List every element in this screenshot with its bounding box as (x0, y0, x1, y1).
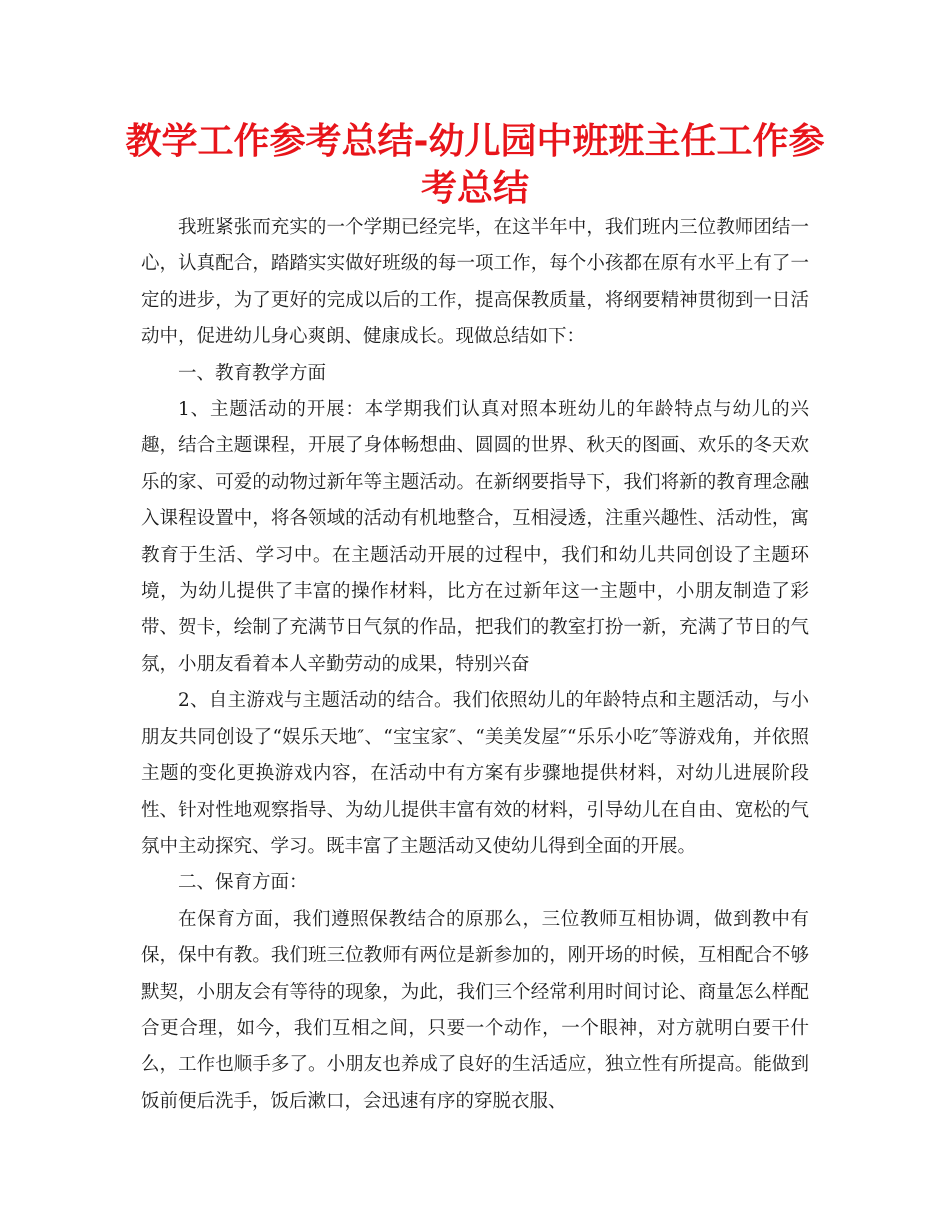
document-body (141, 210, 809, 1120)
paragraph-games: 2、自主游戏与主题活动的结合。我们依照幼儿的年龄特点和主题活动，与小朋友共同创设了“娱乐天地″、“宝宝家″、“美美发屋″“乐乐小吃″等游戏角，并依照主题的变化更换游戏内容，在活动中有方案有步骤地提供材料，对幼儿进展阶段性、针对性地观察指导、为幼儿提供丰富有效的材料，引导幼儿在自由、宽松的气氛中主动探究、学习。既丰富了主题活动又使幼儿得到全面的开展。 (141, 690, 809, 857)
section-heading-care: 二、保育方面： (178, 872, 308, 894)
document-title: 教学工作参考总结-幼儿园中班班主任工作参考总结 (125, 121, 825, 209)
paragraph-theme-activities: 1、主题活动的开展：本学期我们认真对照本班幼儿的年龄特点与幼儿的兴趣，结合主题课程，开展了身体畅想曲、圆圆的世界、秋天的图画、欢乐的冬天欢乐的家、可爱的动物过新年等主题活动。在新纲要指导下，我们将新的教育理念融入课程设置中，将各领域的活动有机地整合，互相浸透，注重兴趣性、活动性，寓教育于生活、学习中。在主题活动开展的过程中，我们和幼儿共同创设了主题环境，为幼儿提供了丰富的操作材料，比方在过新年这一主题中，小朋友制造了彩带、贺卡，绘制了充满节日气氛的作品，把我们的教室打扮一新，充满了节日的气氛，小朋友看着本人辛勤劳动的成果，特别兴奋 (141, 399, 809, 675)
section-heading-education: 一、教育教学方面 (178, 362, 327, 384)
paragraph-intro: 我班紧张而充实的一个学期已经完毕，在这半年中，我们班内三位教师团结一心，认真配合，踏踏实实做好班级的每一项工作，每个小孩都在原有水平上有了一定的进步，为了更好的完成以后的工作，提高保教质量，将纲要精神贯彻到一日活动中，促进幼儿身心爽朗、健康成长。现做总结如下： (141, 217, 809, 348)
paragraph-care: 在保育方面，我们遵照保教结合的原那么，三位教师互相协调，做到教中有保，保中有教。我们班三位教师有两位是新参加的，刚开场的时候，互相配合不够默契，小朋友会有等待的现象，为此，我们三个经常利用时间讨论、商量怎么样配合更合理，如今，我们互相之间，只要一个动作，一个眼神，对方就明白要干什么，工作也顺手多了。小朋友也养成了良好的生活适应，独立性有所提高。能做到饭前便后洗手，饭后漱口，会迅速有序的穿脱衣服、 (141, 908, 809, 1112)
